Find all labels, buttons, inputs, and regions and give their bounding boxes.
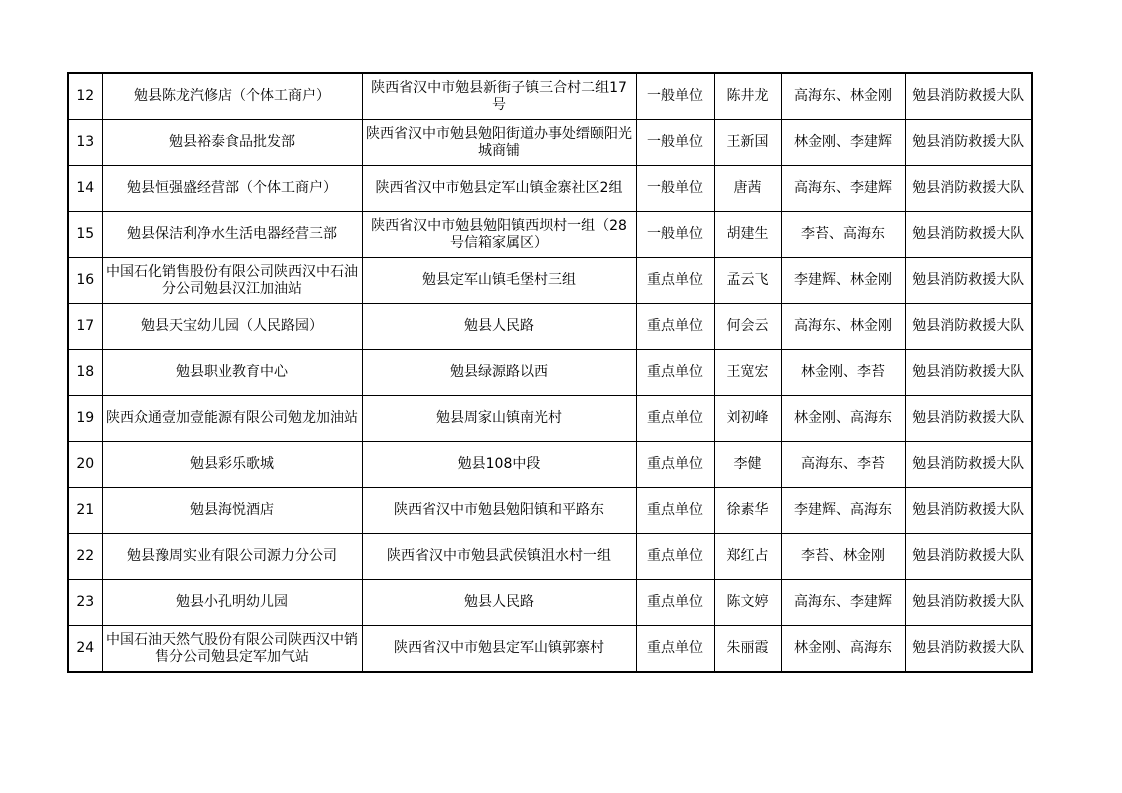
- table-row: [68, 73, 1032, 120]
- cell-responsible-team: 勉县消防救援大队: [905, 258, 1032, 304]
- cell-unit-type: 重点单位: [636, 304, 714, 350]
- cell-unit-name: 勉县海悦酒店: [102, 488, 362, 534]
- cell-inspectors: 林金刚、高海东: [781, 626, 905, 673]
- cell-address: 勉县周家山镇南光村: [362, 396, 636, 442]
- cell-unit-name: 陕西众通壹加壹能源有限公司勉龙加油站: [102, 396, 362, 442]
- cell-unit-name: 勉县彩乐歌城: [102, 442, 362, 488]
- cell-number: 24: [68, 626, 102, 673]
- cell-responsible-team: 勉县消防救援大队: [905, 396, 1032, 442]
- cell-responsible-team: 勉县消防救援大队: [905, 534, 1032, 580]
- table-row: [68, 626, 1032, 673]
- table-row: [68, 488, 1032, 534]
- cell-contact-person: 陈井龙: [714, 73, 781, 120]
- cell-contact-person: 胡建生: [714, 212, 781, 258]
- cell-contact-person: 何会云: [714, 304, 781, 350]
- cell-address: 陕西省汉中市勉县新街子镇三合村二组17号: [362, 73, 636, 120]
- table-row: [68, 580, 1032, 626]
- cell-unit-type: 重点单位: [636, 580, 714, 626]
- cell-responsible-team: 勉县消防救援大队: [905, 580, 1032, 626]
- cell-unit-type: 一般单位: [636, 166, 714, 212]
- cell-inspectors: 高海东、李苔: [781, 442, 905, 488]
- cell-address: 陕西省汉中市勉县武侯镇沮水村一组: [362, 534, 636, 580]
- cell-address: 陕西省汉中市勉县勉阳镇和平路东: [362, 488, 636, 534]
- cell-inspectors: 高海东、李建辉: [781, 166, 905, 212]
- cell-responsible-team: 勉县消防救援大队: [905, 73, 1032, 120]
- cell-inspectors: 李苔、林金刚: [781, 534, 905, 580]
- cell-inspectors: 林金刚、李苔: [781, 350, 905, 396]
- cell-responsible-team: 勉县消防救援大队: [905, 212, 1032, 258]
- cell-responsible-team: 勉县消防救援大队: [905, 442, 1032, 488]
- cell-address: 勉县绿源路以西: [362, 350, 636, 396]
- cell-unit-name: 勉县保洁利净水生活电器经营三部: [102, 212, 362, 258]
- cell-inspectors: 李苔、高海东: [781, 212, 905, 258]
- cell-unit-type: 一般单位: [636, 73, 714, 120]
- table-row: [68, 534, 1032, 580]
- cell-number: 12: [68, 73, 102, 120]
- cell-unit-name: 勉县恒强盛经营部（个体工商户）: [102, 166, 362, 212]
- cell-unit-type: 重点单位: [636, 534, 714, 580]
- cell-unit-name: 勉县小孔明幼儿园: [102, 580, 362, 626]
- cell-contact-person: 朱丽霞: [714, 626, 781, 673]
- cell-unit-name: 中国石化销售股份有限公司陕西汉中石油分公司勉县汉江加油站: [102, 258, 362, 304]
- cell-number: 21: [68, 488, 102, 534]
- cell-unit-name: 勉县裕泰食品批发部: [102, 120, 362, 166]
- cell-inspectors: 李建辉、高海东: [781, 488, 905, 534]
- cell-address: 陕西省汉中市勉县定军山镇郭寨村: [362, 626, 636, 673]
- cell-number: 19: [68, 396, 102, 442]
- table-row: [68, 304, 1032, 350]
- table-row: [68, 120, 1032, 166]
- cell-unit-name: 勉县陈龙汽修店（个体工商户）: [102, 73, 362, 120]
- cell-inspectors: 高海东、林金刚: [781, 73, 905, 120]
- cell-contact-person: 孟云飞: [714, 258, 781, 304]
- cell-address: 勉县人民路: [362, 304, 636, 350]
- cell-address: 勉县108中段: [362, 442, 636, 488]
- cell-contact-person: 陈文婷: [714, 580, 781, 626]
- cell-inspectors: 高海东、李建辉: [781, 580, 905, 626]
- cell-unit-type: 重点单位: [636, 626, 714, 673]
- cell-number: 14: [68, 166, 102, 212]
- cell-unit-name: 中国石油天然气股份有限公司陕西汉中销售分公司勉县定军加气站: [102, 626, 362, 673]
- table-body: [68, 73, 1032, 672]
- cell-number: 18: [68, 350, 102, 396]
- table-row: [68, 442, 1032, 488]
- cell-contact-person: 李健: [714, 442, 781, 488]
- cell-contact-person: 王新国: [714, 120, 781, 166]
- cell-unit-type: 重点单位: [636, 488, 714, 534]
- cell-inspectors: 李建辉、林金刚: [781, 258, 905, 304]
- cell-number: 15: [68, 212, 102, 258]
- table-row: [68, 166, 1032, 212]
- cell-address: 陕西省汉中市勉县定军山镇金寨社区2组: [362, 166, 636, 212]
- cell-unit-name: 勉县天宝幼儿园（人民路园）: [102, 304, 362, 350]
- cell-number: 16: [68, 258, 102, 304]
- cell-number: 20: [68, 442, 102, 488]
- cell-unit-type: 一般单位: [636, 212, 714, 258]
- cell-contact-person: 郑红占: [714, 534, 781, 580]
- cell-unit-name: 勉县豫周实业有限公司源力分公司: [102, 534, 362, 580]
- cell-contact-person: 王宽宏: [714, 350, 781, 396]
- units-table: [67, 72, 1033, 673]
- table-row: [68, 258, 1032, 304]
- cell-number: 17: [68, 304, 102, 350]
- cell-inspectors: 林金刚、高海东: [781, 396, 905, 442]
- table-row: [68, 350, 1032, 396]
- cell-responsible-team: 勉县消防救援大队: [905, 304, 1032, 350]
- cell-responsible-team: 勉县消防救援大队: [905, 120, 1032, 166]
- cell-inspectors: 林金刚、李建辉: [781, 120, 905, 166]
- cell-address: 陕西省汉中市勉县勉阳镇西坝村一组（28号信箱家属区）: [362, 212, 636, 258]
- cell-unit-type: 重点单位: [636, 258, 714, 304]
- cell-inspectors: 高海东、林金刚: [781, 304, 905, 350]
- cell-number: 22: [68, 534, 102, 580]
- cell-responsible-team: 勉县消防救援大队: [905, 166, 1032, 212]
- table-row: [68, 396, 1032, 442]
- cell-address: 勉县定军山镇毛堡村三组: [362, 258, 636, 304]
- cell-number: 23: [68, 580, 102, 626]
- cell-address: 勉县人民路: [362, 580, 636, 626]
- cell-unit-name: 勉县职业教育中心: [102, 350, 362, 396]
- cell-contact-person: 刘初峰: [714, 396, 781, 442]
- cell-number: 13: [68, 120, 102, 166]
- cell-contact-person: 徐素华: [714, 488, 781, 534]
- cell-responsible-team: 勉县消防救援大队: [905, 488, 1032, 534]
- cell-unit-type: 重点单位: [636, 396, 714, 442]
- cell-unit-type: 一般单位: [636, 120, 714, 166]
- cell-address: 陕西省汉中市勉县勉阳街道办事处缙颐阳光城商铺: [362, 120, 636, 166]
- table-row: [68, 212, 1032, 258]
- cell-responsible-team: 勉县消防救援大队: [905, 626, 1032, 673]
- cell-contact-person: 唐茜: [714, 166, 781, 212]
- cell-responsible-team: 勉县消防救援大队: [905, 350, 1032, 396]
- cell-unit-type: 重点单位: [636, 350, 714, 396]
- cell-unit-type: 重点单位: [636, 442, 714, 488]
